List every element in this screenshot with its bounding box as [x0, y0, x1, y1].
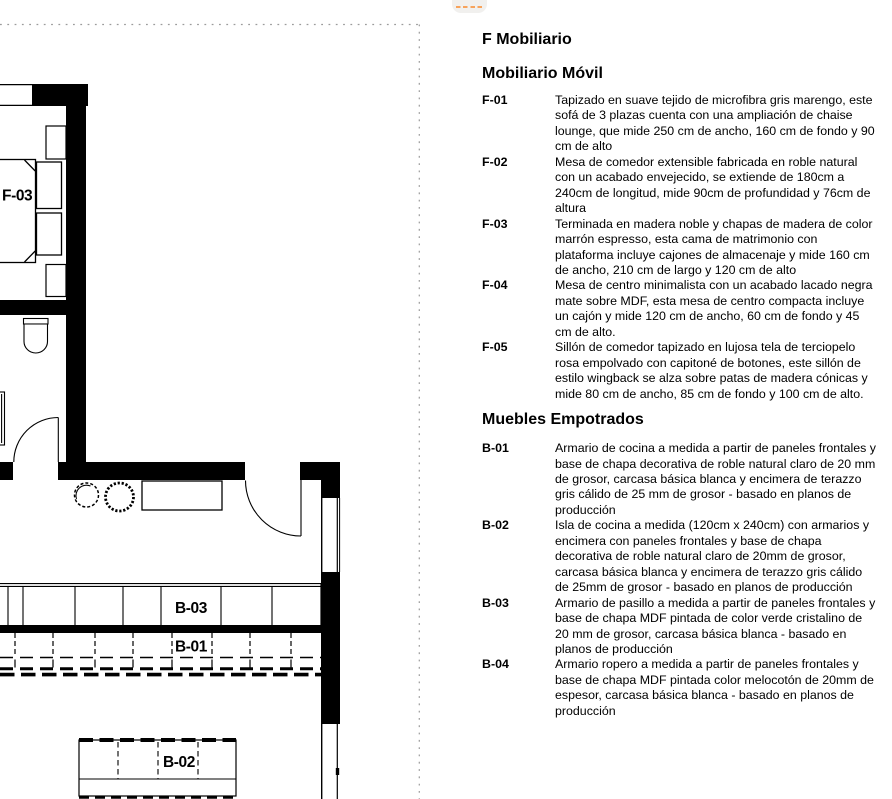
plan-label-bed: F-03 — [2, 187, 33, 205]
item-code: F-03 — [482, 216, 508, 231]
section-muebles-empotrados — [482, 411, 880, 719]
item-code: B-04 — [482, 657, 509, 672]
item-code: F-01 — [482, 93, 508, 107]
toilet-icon — [24, 319, 49, 354]
floor-plan — [0, 0, 440, 799]
page-title: F Mobiliario — [482, 31, 572, 48]
nightstand-icon — [46, 126, 66, 297]
furniture-spec-panel — [482, 31, 880, 719]
item-code: F-04 — [482, 278, 508, 293]
section-mobiliario-movil — [482, 65, 880, 402]
item-description: Terminada en madera noble y chapas de madera de color marrón espresso, esta cama de matrimonio con plataforma incluye cajones de almacenaje y mide 160 cm de ancho, 210 cm de largo y 120 cm de alto — [555, 216, 873, 277]
spec-item-row — [482, 340, 880, 402]
window-right-upper-icon — [322, 498, 340, 572]
item-description: Armario ropero a medida a partir de paneles frontales y base de chapa MDF pintada color melocotón de 20mm de espesor, carcasa básica blanca - basado en planos de producción — [555, 657, 874, 718]
item-description: Armario de pasillo a medida a partir de paneles frontales y base de chapa MDF pintada de color verde cristalino de 20 mm de grosor, carcasa básica blanca - basado en planos de producción — [555, 595, 876, 656]
orange-dashes-icon — [456, 6, 483, 8]
window-top-icon — [0, 85, 33, 106]
item-description: Mesa de comedor extensible fabricada en roble natural con un acabado envejecido, se extiende de 180cm a 240cm de longitud, mide 90cm de profundidad y 76cm de altura — [555, 154, 871, 216]
cabinet-b03 — [0, 584, 321, 625]
item-description: Isla de cocina a medida (120cm x 240cm) con armarios y encimera con paneles frontales y base de chapa decorativa de roble natural claro de 20mm de grosor, carcasa básica blanca y encimera de terazzo gris cálido de 25mm de grosor - basado en planos de producción — [555, 518, 870, 595]
window-right-lower-icon — [322, 724, 339, 799]
item-description: Armario de cocina a medida a partir de paneles frontales y base de chapa decorativa de roble natural claro de 20 mm de grosor, carcasa básica blanca y encimera de terazzo gris cálido de 25 mm de grosor - basado en planos de producción — [555, 441, 876, 517]
collapsed-panel-handle[interactable] — [452, 0, 487, 13]
item-description: Mesa de centro minimalista con un acabado lacado negra mate sobre MDF, esta mesa de centro compacta incluye un cajón y mide 120 cm de ancho, 60 cm de fondo y 45 cm de alto. — [555, 278, 873, 339]
spec-item-row — [482, 441, 880, 518]
plan-label-kitchen-counter: B-01 — [175, 638, 207, 656]
spec-item-row — [482, 155, 880, 217]
section-heading: Mobiliario Móvil — [482, 65, 603, 82]
item-code: F-05 — [482, 340, 508, 355]
spec-item-row — [482, 518, 880, 595]
section-heading: Muebles Empotrados — [482, 411, 644, 429]
item-code: B-03 — [482, 595, 509, 610]
item-description: Sillón de comedor tapizado en lujosa tela de terciopelo rosa empolvado con capitoné de botones, este sillón de estilo wingback se alza sobre patas de madera cónicas y mide 80 cm de ancho, 85 cm de fondo y 100 cm de alto. — [555, 340, 868, 401]
sink-icon — [0, 392, 5, 445]
console-icon — [142, 481, 222, 510]
plant-icon — [75, 483, 134, 511]
door-hall-icon — [246, 480, 302, 536]
spec-item-row — [482, 93, 880, 155]
item-code: B-02 — [482, 518, 509, 533]
plan-label-kitchen-island: B-02 — [163, 754, 195, 771]
spec-item-row — [482, 657, 880, 719]
island-b02 — [79, 740, 236, 798]
item-code: B-01 — [482, 441, 509, 456]
spec-item-row — [482, 596, 880, 658]
bed-icon — [0, 160, 62, 263]
spec-item-row — [482, 278, 880, 340]
door-bathroom-icon — [14, 418, 59, 463]
counter-b01 — [0, 633, 321, 675]
spec-item-row — [482, 217, 880, 279]
item-description: Tapizado en suave tejido de microfibra gris marengo, este sofá de 3 plazas cuenta con una ampliación de chaise lounge, que mide 250 cm de ancho, 160 cm de fondo y 90 cm de alto — [555, 93, 875, 154]
item-code: F-02 — [482, 154, 508, 169]
plan-label-hall-cabinet: B-03 — [175, 600, 207, 617]
